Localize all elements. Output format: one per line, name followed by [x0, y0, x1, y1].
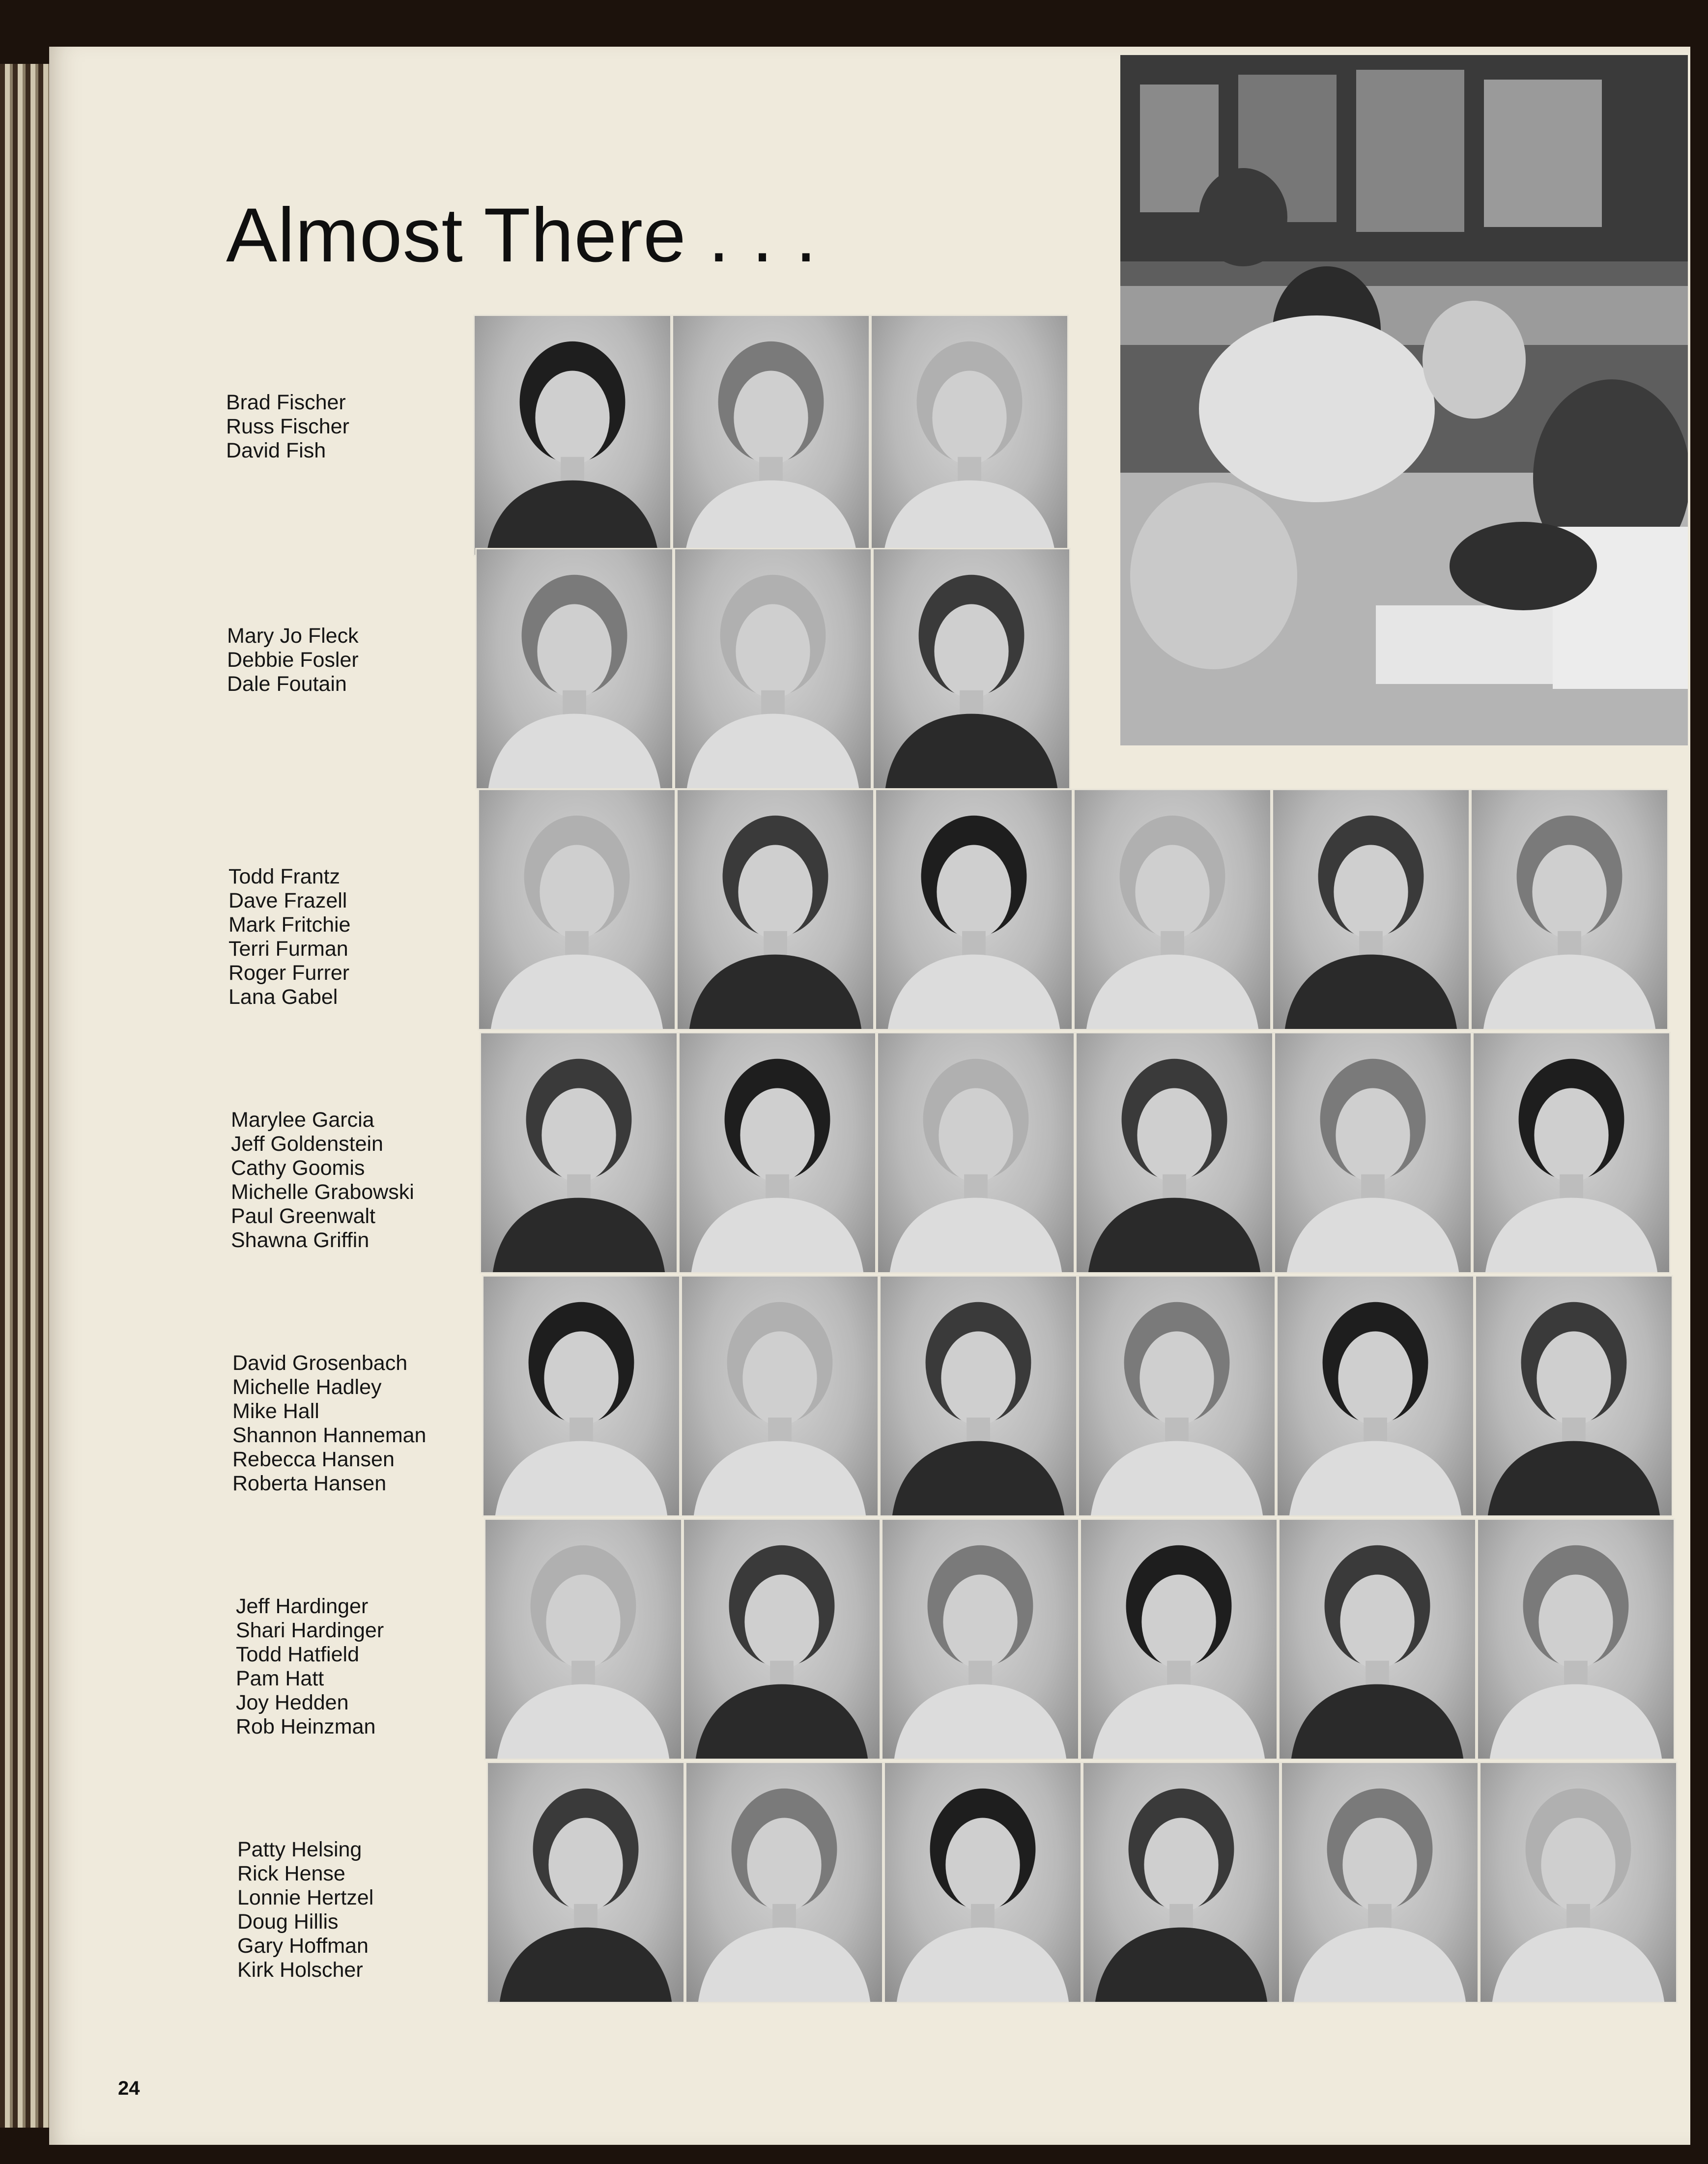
student-portrait — [683, 1518, 881, 1760]
student-name: Jeff Hardinger — [236, 1595, 369, 1618]
student-portrait — [1082, 1762, 1281, 2003]
student-name: Pam Hatt — [236, 1667, 324, 1690]
student-portrait — [685, 1762, 883, 2003]
student-portrait — [1274, 1032, 1472, 1274]
student-name: Rob Heinzman — [236, 1715, 376, 1738]
student-name: Gary Hoffman — [237, 1934, 369, 1958]
page-number: 24 — [118, 2078, 140, 2099]
student-name: Lana Gabel — [228, 985, 338, 1009]
student-portrait — [681, 1275, 879, 1517]
student-name: Todd Hatfield — [236, 1643, 359, 1666]
student-portrait — [1477, 1518, 1675, 1760]
student-portrait — [881, 1518, 1080, 1760]
student-portrait — [480, 1032, 678, 1274]
student-name: Mary Jo Fleck — [227, 624, 359, 648]
student-name: Brad Fischer — [226, 391, 346, 414]
student-portrait — [478, 789, 676, 1030]
student-name: Roger Furrer — [228, 961, 350, 985]
student-portrait — [870, 314, 1069, 556]
student-name: Roberta Hansen — [232, 1472, 387, 1495]
student-name: Rebecca Hansen — [232, 1448, 395, 1471]
student-name: Mark Fritchie — [228, 913, 351, 937]
student-name: Jeff Goldenstein — [231, 1132, 383, 1156]
student-portrait — [872, 548, 1071, 790]
student-name: Kirk Holscher — [237, 1958, 363, 1982]
student-portrait — [883, 1762, 1082, 2003]
student-portrait — [475, 548, 674, 790]
student-portrait — [473, 314, 672, 556]
student-portrait — [1470, 789, 1669, 1030]
student-name: Dave Frazell — [228, 889, 347, 912]
student-name: David Fish — [226, 439, 326, 462]
name-list — [232, 1351, 426, 1496]
student-portrait — [1479, 1762, 1678, 2003]
student-name: Paul Greenwalt — [231, 1204, 375, 1228]
student-portrait — [1276, 1275, 1475, 1517]
student-portrait — [1075, 1032, 1274, 1274]
student-name: Joy Hedden — [236, 1691, 349, 1714]
candid-classroom-photo — [1120, 55, 1688, 745]
name-list — [231, 1108, 414, 1253]
name-list — [237, 1838, 373, 1982]
student-portrait — [678, 1032, 877, 1274]
student-name: Russ Fischer — [226, 415, 349, 438]
student-portrait — [486, 1762, 685, 2003]
student-portrait — [879, 1275, 1078, 1517]
student-portrait — [1472, 1032, 1671, 1274]
student-portrait — [1475, 1275, 1673, 1517]
student-name: Shawna Griffin — [231, 1228, 370, 1252]
student-name: Cathy Goomis — [231, 1156, 365, 1180]
student-portrait — [1073, 789, 1272, 1030]
name-list — [227, 624, 359, 696]
student-name: Lonnie Hertzel — [237, 1886, 374, 1909]
name-list — [236, 1595, 384, 1739]
student-name: Todd Frantz — [228, 865, 341, 888]
student-portrait — [672, 314, 870, 556]
student-name: Michelle Hadley — [232, 1375, 382, 1399]
student-name: Dale Foutain — [227, 672, 347, 696]
student-portrait — [676, 789, 875, 1030]
name-list — [226, 391, 349, 463]
student-name: David Grosenbach — [232, 1351, 408, 1375]
student-portrait — [482, 1275, 681, 1517]
student-name: Shannon Hanneman — [232, 1424, 427, 1447]
student-portrait — [1078, 1275, 1276, 1517]
name-list — [228, 865, 350, 1009]
student-name: Marylee Garcia — [231, 1108, 374, 1132]
student-portrait — [484, 1518, 683, 1760]
student-name: Michelle Grabowski — [231, 1180, 414, 1204]
student-portrait — [1080, 1518, 1278, 1760]
student-portrait — [875, 789, 1073, 1030]
student-portrait — [1281, 1762, 1479, 2003]
student-name: Rick Hense — [237, 1862, 345, 1885]
student-name: Terri Furman — [228, 937, 348, 961]
student-portrait — [674, 548, 872, 790]
student-name: Mike Hall — [232, 1399, 319, 1423]
student-name: Patty Helsing — [237, 1838, 362, 1861]
student-name: Doug Hillis — [237, 1910, 339, 1934]
student-name: Debbie Fosler — [227, 648, 359, 672]
page-title: Almost There . . . — [226, 193, 817, 278]
student-portrait — [877, 1032, 1075, 1274]
student-name: Shari Hardinger — [236, 1619, 384, 1642]
student-portrait — [1278, 1518, 1477, 1760]
student-portrait — [1272, 789, 1470, 1030]
